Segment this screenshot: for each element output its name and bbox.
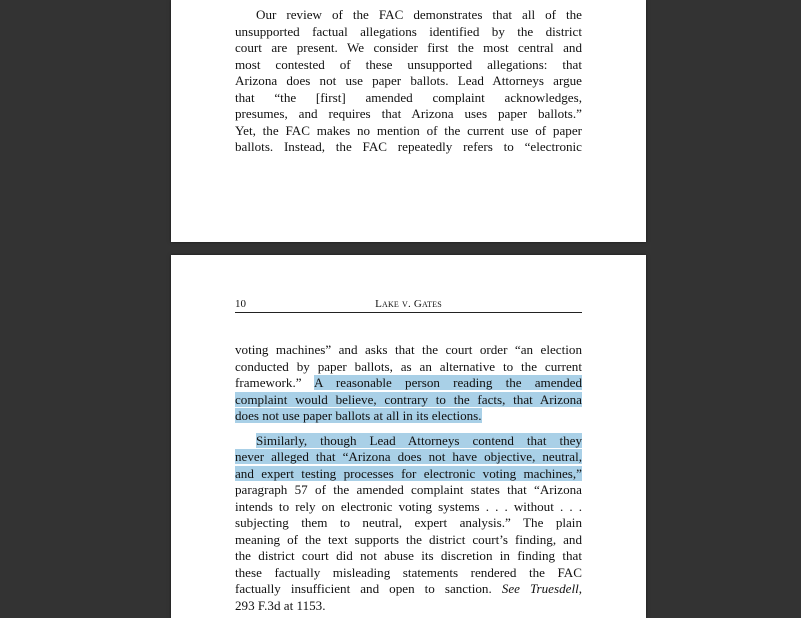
text-line: these factually misleading statements rendered the FAC bbox=[235, 564, 582, 580]
text-line: 293 F.3d at 1153. bbox=[235, 597, 326, 613]
text-line bbox=[235, 433, 582, 450]
text-line: conducted by paper ballots, as an alternative to the current bbox=[235, 358, 582, 374]
running-header bbox=[235, 298, 582, 313]
text-line bbox=[235, 408, 582, 425]
text-span: factually insufficient and open to sanction. bbox=[235, 581, 502, 596]
text-line: subjecting them to neutral, expert analysis.” The plain bbox=[235, 515, 582, 530]
highlight[interactable]: complaint would believe, contrary to the facts, bbox=[235, 391, 506, 407]
text-line bbox=[235, 466, 582, 483]
highlight[interactable]: that Arizona bbox=[505, 391, 582, 407]
page-10 bbox=[171, 255, 646, 618]
text-line: presumes, and requires that Arizona uses paper ballots.” bbox=[235, 106, 582, 121]
paragraph-gap bbox=[235, 425, 582, 433]
text-span: framework.” bbox=[235, 375, 314, 390]
highlight[interactable]: that they bbox=[513, 432, 582, 448]
highlight[interactable]: at all in its elections. bbox=[370, 408, 482, 423]
text-line: ballots. Instead, the FAC repeatedly refers to “electronic bbox=[235, 139, 582, 154]
text-line: paragraph 57 of the amended complaint states that “Arizona bbox=[235, 482, 582, 497]
text-line: voting machines” and asks that the court order “an election bbox=[235, 342, 582, 357]
running-title: Lake v. Gates bbox=[375, 298, 442, 310]
text-line bbox=[235, 392, 582, 409]
page-9 bbox=[171, 0, 646, 242]
text-line: court are present. We consider first the most central and bbox=[235, 40, 582, 55]
highlight[interactable]: and expert testing processes for electronic voting machines,” bbox=[235, 465, 582, 481]
highlight[interactable]: Lead Attorneys bbox=[356, 432, 460, 448]
highlight[interactable]: contend bbox=[459, 432, 514, 448]
text-line bbox=[235, 581, 582, 598]
text-line: the district court did not abuse its discretion in finding that bbox=[235, 548, 582, 563]
page-9-paragraph[interactable] bbox=[235, 7, 582, 156]
text-line: most contested of these unsupported allegations: that bbox=[235, 56, 582, 72]
highlight[interactable]: A reasonable person reading the amended bbox=[313, 375, 582, 390]
highlight[interactable]: does not use paper ballots bbox=[235, 408, 371, 423]
text-line: Our review of the FAC demonstrates that all of the bbox=[256, 7, 582, 22]
text-line: that “the [first] amended complaint acknowledges, bbox=[235, 89, 582, 105]
highlight[interactable]: never alleged that “Arizona does not have objective, neutral, bbox=[235, 449, 582, 464]
text-line: meaning of the text supports the district court’s finding, and bbox=[235, 531, 582, 547]
text-line: intends to rely on electronic voting systems . . . without . . . bbox=[235, 498, 582, 514]
text-line: Arizona does not use paper ballots. Lead Attorneys argue bbox=[235, 73, 582, 88]
text-line: Yet, the FAC makes no mention of the current use of paper bbox=[235, 122, 582, 138]
text-line bbox=[235, 449, 582, 466]
page-number: 10 bbox=[235, 298, 246, 310]
page-10-body[interactable] bbox=[235, 342, 582, 614]
text-line: unsupported factual allegations identified by the district bbox=[235, 23, 582, 39]
text-line bbox=[235, 375, 582, 392]
text-span: , bbox=[578, 581, 582, 596]
highlight[interactable]: Similarly, though bbox=[256, 432, 357, 448]
citation-signal: See Truesdell bbox=[501, 581, 579, 596]
